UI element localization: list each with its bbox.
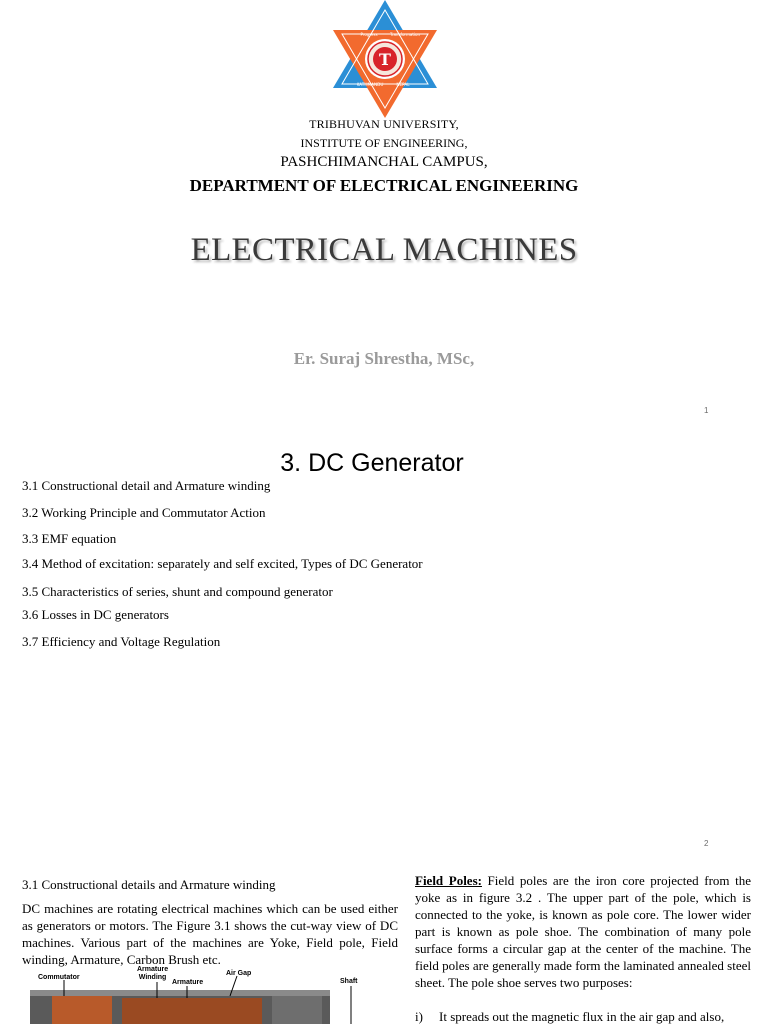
toc-item: 3.4 Method of excitation: separately and self excited, Types of DC Generator xyxy=(22,556,423,571)
toc-item: 3.2 Working Principle and Commutator Action xyxy=(22,505,266,520)
field-poles-text: Field poles are the iron core projected from the yoke as in figure 3.2 . The upper part of the pole, which is connected to the yoke, is known as pole core. The lower wider part is known as pole shoe. The combination of many pole surface forms a circular gap at the center of the machine. The field poles are generally made form the laminated annealed steel sheet. The pole shoe serves two purposes: xyxy=(415,873,751,990)
logo-bottom-left-text: KATHMANDU xyxy=(356,82,384,87)
list-item-text: It spreads out the magnetic flux in the air gap and also, xyxy=(439,1009,725,1024)
logo-top-left-text: Progress xyxy=(360,32,378,37)
logo-top-right-text: Transformation xyxy=(389,32,421,37)
course-title: ELECTRICAL MACHINES xyxy=(190,232,578,268)
chapter-title: 3. DC Generator xyxy=(280,449,464,477)
contents-slide xyxy=(0,422,768,848)
toc-item: 3.3 EMF equation xyxy=(22,531,117,546)
department-name: DEPARTMENT OF ELECTRICAL ENGINEERING xyxy=(189,176,579,195)
list-item xyxy=(415,1008,751,1024)
logo-center-letter: T xyxy=(379,50,391,69)
section-heading: 3.1 Constructional details and Armature winding xyxy=(22,877,276,892)
toc-item: 3.1 Constructional detail and Armature winding xyxy=(22,478,271,493)
page-number: 1 xyxy=(704,406,709,415)
intro-paragraph: DC machines are rotating electrical machines which can be used either as generators or motors. The Figure 3.1 shows the cut-way view of DC machines. Various part of the machines are Yoke, Field pole, Field winding, Armature, Carbon Brush etc. xyxy=(22,901,398,967)
campus-name: PASHCHIMANCHAL CAMPUS, xyxy=(280,154,488,170)
field-poles-paragraph xyxy=(415,872,751,991)
institute-name: INSTITUTE OF ENGINEERING, xyxy=(300,136,468,150)
author-name: Er. Suraj Shrestha, MSc, xyxy=(293,349,475,368)
figure-label-shaft: Shaft xyxy=(340,978,358,985)
dc-machine-cutaway-figure xyxy=(22,966,398,1024)
toc-item: 3.6 Losses in DC generators xyxy=(22,607,169,622)
figure-label-air-gap: Air Gap xyxy=(226,970,252,977)
university-logo xyxy=(325,0,445,118)
field-poles-label: Field Poles: xyxy=(415,873,482,888)
logo-bottom-right-text: NEPAL xyxy=(396,82,410,87)
list-marker: i) xyxy=(415,1009,423,1024)
figure-label-armature: Armature xyxy=(172,979,204,986)
page-number: 2 xyxy=(704,839,709,848)
toc-item: 3.7 Efficiency and Voltage Regulation xyxy=(22,634,221,649)
university-name: TRIBHUVAN UNIVERSITY, xyxy=(309,117,459,131)
title-slide xyxy=(0,0,768,422)
content-slide xyxy=(0,848,768,1024)
toc-item: 3.5 Characteristics of series, shunt and compound generator xyxy=(22,584,333,599)
figure-label-commutator: Commutator xyxy=(38,974,80,981)
figure-label-armature-winding: Armature Winding xyxy=(137,966,169,981)
